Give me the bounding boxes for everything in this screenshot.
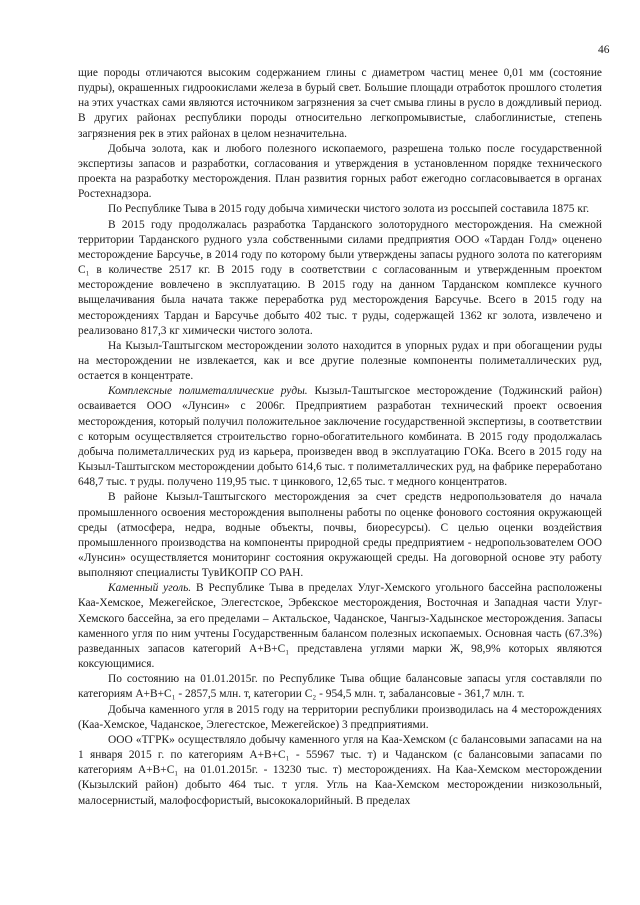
paragraph-text: В Республике Тыва в пределах Улуг-Хемского угольного бассейна расположены Каа-Хемское, Межегейское, Элегестское, Эрбекское месторождения, Восточная и Западная части Улуг-Хемского бассейна, за его пределами – Актальское, Чаданское, Чангыз-Хадынское месторождения. Запасы каменного угля по ним учтены Государственным балансом полезных ископаемых. Основная часть (67.3%) разведанных запасов категорий А+В+С₁ представлена углями марки Ж, 98,9% которых являются коксующимися.: [78, 582, 602, 671]
paragraph-coal-reserves: По состоянию на 01.01.2015г. по Республике Тыва общие балансовые запасы угля составляли по категориям А+В+С₁ - 2857,5 млн. т, категории С₂ - 954,5 млн. т, забалансовые - 361,7 млн. т.: [78, 673, 602, 701]
paragraph-kyzyl-tashtyg-gold: На Кызыл-Таштыгском месторождении золото находится в упорных рудах и при обогащении руды на месторождении не извлекается, как и все другие полезные компоненты полиметаллических руд, остается в концентрате.: [78, 339, 602, 383]
paragraph-polymetallic-ores: [78, 384, 602, 490]
paragraph-gold-output: По Республике Тыва в 2015 году добыча химически чистого золота из россыпей составила 1875 кг.: [108, 203, 590, 216]
paragraph-clay-pollution: щие породы отличаются высоким содержанием глины с диаметром частиц менее 0,01 мм (состояние пудры), окрашенных гидроокислами железа в бурый свет. Большие площади отработок прошлого столетия на этих участках сами являются источником загрязнения за счет смыва глины в русло в дождливый период. В других районах республики породы относительно легкопромывистые, слабоглинистые, степень загрязнения рек в этих районах в целом незначительна.: [78, 67, 602, 140]
paragraph-coal: [78, 581, 602, 672]
paragraph-tardan-deposit: В 2015 году продолжалась разработка Тарданского золоторудного месторождения. На смежной территории Тарданского рудного узла собственными силами предприятия ООО «Тардан Голд» оценено месторождение Барсучье, в 2014 году по которому были утверждены запасы рудного золота по категориям С₁ в количестве 2517 кг. В 2015 году в соответствии с согласованным и утвержденным проектом месторождение вовлечено в эксплуатацию. В 2015 году на данном Тарданском комплексе кучного выщелачивания была начата также переработка руд месторождения Барсучье. Всего в 2015 году на месторождениях Тардан и Барсучье добыто 402 тыс. т руды, содержащей 1362 кг золота, извлечено и реализовано 817,3 кг химически чистого золота.: [78, 218, 602, 337]
section-lead-coal: Каменный уголь.: [108, 582, 192, 595]
paragraph-coal-mining: Добыча каменного угля в 2015 году на территории республики производилась на 4 месторождениях (Каа-Хемское, Чаданское, Элегестское, Межегейское) 3 предприятиями.: [78, 703, 602, 731]
section-lead-polymetallic: Комплексные полиметаллические руды.: [108, 385, 308, 398]
paragraph-tgrk: ООО «ТГРК» осуществляло добычу каменного угля на Каа-Хемском (с балансовыми запасами на на 1 января 2015 г. по категориям А+В+С₁ - 55967 тыс. т) и Чаданском (с балансовыми запасами по категориям А+В+С₁ на 01.01.2015г. - 13230 тыс. т) месторождениях. На Каа-Хемском месторождении (Кызылский район) добыто 464 тыс. т угля. Угль на Каа-Хемском месторождении низкозольный, малосернистый, малофосфористый, высококалорийный. В пределах: [78, 733, 602, 807]
document-body: [78, 66, 602, 809]
paragraph-text: Кызыл-Таштыгское месторождение (Тоджинский район) осваивается ООО «Лунсин» с 2006г. Предприятием разработан технический проект освоения месторождения, который получил положительное заключение государственной экспертизы, в соответствии с которым осуществляется строительство горно-обогатительного комбината. В 2015 году продолжалась добыча полиметаллических руд из карьера, произведен ввод в эксплуатацию ГОКа. Всего в 2015 году на Кызыл-Таштыгском месторождении добыто 614,6 тыс. т полиметаллических руд, на фабрике переработано 648,7 тыс. т руды. получено 119,95 тыс. т цинкового, 12,65 тыс. т медного концентратов.: [78, 385, 602, 489]
paragraph-gold-expertise: Добыча золота, как и любого полезного ископаемого, разрешена только после государственной экспертизы запасов и разработки, согласования и утверждения в установленном порядке технического проекта на разработку месторождения. План развития горных работ ежегодно согласовывается в органах Ростехнадзора.: [78, 142, 602, 201]
paragraph-environmental-monitoring: В районе Кызыл-Таштыгского месторождения за счет средств недропользователя до начала промышленного освоения месторождения выполнены работы по оценке фонового состояния окружающей среды (атмосфера, недра, водные объекты, почвы, биоресурсы). С целью оценки воздействия промышленного производства на компоненты природной среды предприятием - недропользователем ООО «Лунсин» осуществляется мониторинг состояния окружающей среды. На договорной основе эту работу выполняют специалисты ТувИКОПР СО РАН.: [78, 491, 602, 580]
page-number: 46: [598, 44, 610, 56]
